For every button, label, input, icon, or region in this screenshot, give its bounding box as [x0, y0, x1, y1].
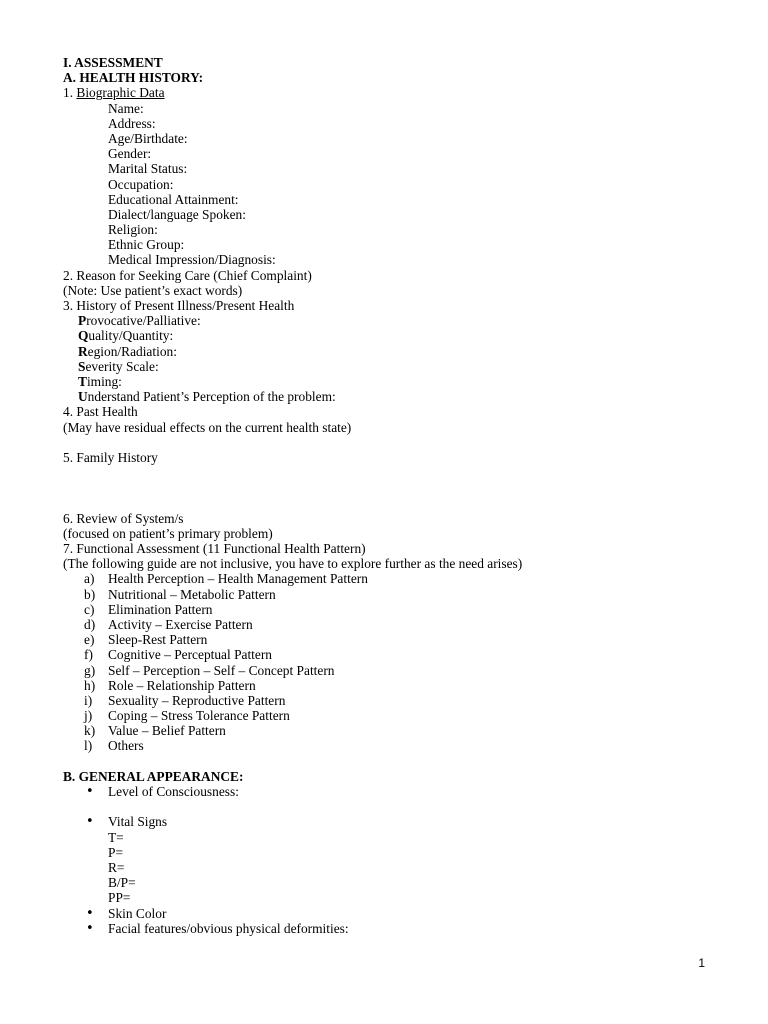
- biographic-number: 1.: [63, 85, 77, 101]
- pattern-item: [63, 678, 743, 693]
- bullet-icon: •: [86, 784, 94, 800]
- pqrst-rest: everity Scale:: [85, 358, 159, 374]
- bullet-icon: •: [86, 814, 94, 830]
- pattern-item: [63, 693, 743, 708]
- pattern-item: [63, 571, 743, 586]
- pqrst-timing: [63, 374, 743, 389]
- pattern-text: Activity – Exercise Pattern: [108, 616, 253, 632]
- pattern-marker: g): [84, 662, 96, 678]
- bullet-vital-signs: [63, 814, 743, 829]
- pattern-text: Cognitive – Perceptual Pattern: [108, 647, 272, 663]
- assessment-content: [63, 55, 743, 936]
- blank-line: [63, 799, 743, 814]
- bullet-facial-features: [63, 921, 743, 936]
- pattern-marker: c): [84, 601, 95, 617]
- pqrst-initial: T: [78, 373, 87, 389]
- pattern-item: [63, 708, 743, 723]
- pattern-text: Sleep-Rest Pattern: [108, 632, 208, 648]
- past-health-heading: 4. Past Health: [63, 404, 138, 420]
- blank-line: [63, 754, 743, 769]
- pattern-text: Sexuality – Reproductive Pattern: [108, 692, 286, 708]
- field-marital-status: Marital Status:: [108, 161, 188, 177]
- pattern-marker: b): [84, 586, 96, 602]
- vital-respiration: R=: [108, 859, 125, 875]
- pattern-item: [63, 587, 743, 602]
- pqrst-rest: iming:: [86, 373, 122, 389]
- functional-assessment-note: (The following guide are not inclusive, you have to explore further as the need arises): [63, 556, 523, 572]
- present-illness-heading: 3. History of Present Illness/Present Health: [63, 298, 295, 313]
- pattern-marker: a): [84, 571, 95, 587]
- section-title-health-history: A. HEALTH HISTORY:: [63, 70, 204, 86]
- pattern-item: [63, 663, 743, 678]
- field-age-birthdate: Age/Birthdate:: [108, 130, 188, 146]
- review-systems-heading: 6. Review of System/s: [63, 510, 184, 526]
- pqrst-initial: S: [78, 358, 86, 374]
- bullet-skin-color: [63, 906, 743, 921]
- family-history-heading: 5. Family History: [63, 449, 158, 465]
- biographic-data-heading: [63, 85, 743, 100]
- bullet-level-of-consciousness: [63, 784, 743, 799]
- bullet-text: Facial features/obvious physical deformities:: [108, 920, 349, 936]
- vital-temperature: T=: [108, 829, 124, 845]
- field-medical-impression: Medical Impression/Diagnosis:: [108, 252, 276, 268]
- page-number: 1: [698, 956, 705, 970]
- pqrst-understand: [63, 389, 743, 404]
- pqrst-rest: nderstand Patient’s Perception of the problem:: [87, 389, 336, 405]
- bullet-text: Skin Color: [108, 905, 167, 921]
- pqrst-initial: U: [78, 389, 88, 405]
- vital-pulse-pressure: PP=: [108, 890, 131, 906]
- field-educational-attainment: Educational Attainment:: [108, 191, 239, 207]
- pattern-marker: f): [84, 647, 93, 663]
- pqrst-rest: egion/Radiation:: [87, 343, 177, 359]
- pattern-text: Role – Relationship Pattern: [108, 677, 256, 693]
- field-ethnic-group: Ethnic Group:: [108, 237, 185, 253]
- section-title-general-appearance: B. GENERAL APPEARANCE:: [63, 768, 244, 784]
- blank-space: [63, 465, 743, 511]
- pattern-item: [63, 602, 743, 617]
- bullet-text: Level of Consciousness:: [108, 784, 239, 800]
- field-gender: Gender:: [108, 146, 152, 162]
- pattern-item: [63, 647, 743, 662]
- section-title-assessment: I. ASSESSMENT: [63, 55, 163, 70]
- biographic-label: Biographic Data: [76, 85, 165, 101]
- pattern-text: Health Perception – Health Management Pattern: [108, 571, 368, 587]
- functional-assessment-heading: 7. Functional Assessment (11 Functional Health Pattern): [63, 541, 366, 557]
- field-religion: Religion:: [108, 222, 158, 238]
- review-systems-note: (focused on patient’s primary problem): [63, 525, 273, 541]
- field-occupation: Occupation:: [108, 176, 174, 192]
- bullet-icon: •: [86, 905, 94, 921]
- pattern-text: Nutritional – Metabolic Pattern: [108, 586, 276, 602]
- bullet-text: Vital Signs: [108, 814, 168, 830]
- pattern-marker: h): [84, 677, 96, 693]
- field-address: Address:: [108, 115, 156, 131]
- pattern-item: [63, 738, 743, 753]
- pattern-text: Value – Belief Pattern: [108, 723, 226, 739]
- pqrst-severity: [63, 359, 743, 374]
- pattern-marker: k): [84, 723, 96, 739]
- pattern-item: [63, 632, 743, 647]
- pattern-marker: d): [84, 616, 96, 632]
- pattern-marker: i): [84, 692, 93, 708]
- field-name: Name:: [108, 100, 144, 116]
- pattern-marker: e): [84, 632, 95, 648]
- pqrst-initial: R: [78, 343, 88, 359]
- reason-for-care-heading: 2. Reason for Seeking Care (Chief Complaint): [63, 267, 312, 283]
- pqrst-initial: P: [78, 313, 87, 329]
- pattern-text: Elimination Pattern: [108, 601, 213, 617]
- pattern-item: [63, 617, 743, 632]
- pattern-marker: j): [84, 708, 93, 724]
- pattern-marker: l): [84, 738, 93, 754]
- pattern-item: [63, 723, 743, 738]
- bullet-icon: •: [86, 920, 94, 936]
- field-dialect-language: Dialect/language Spoken:: [108, 206, 246, 222]
- pattern-text: Coping – Stress Tolerance Pattern: [108, 708, 290, 724]
- blank-line: [63, 435, 743, 450]
- pqrst-provocative: [63, 313, 743, 328]
- pqrst-quality: [63, 328, 743, 343]
- pqrst-rest: uality/Quantity:: [88, 328, 174, 344]
- vital-pulse: P=: [108, 844, 123, 860]
- pqrst-initial: Q: [78, 328, 89, 344]
- past-health-note: (May have residual effects on the current health state): [63, 419, 352, 435]
- vital-blood-pressure: B/P=: [108, 875, 136, 891]
- pattern-text: Others: [108, 738, 144, 754]
- pattern-text: Self – Perception – Self – Concept Pattern: [108, 662, 335, 678]
- pqrst-region: [63, 344, 743, 359]
- reason-for-care-note: (Note: Use patient’s exact words): [63, 282, 243, 298]
- pqrst-rest: rovocative/Palliative:: [86, 313, 201, 329]
